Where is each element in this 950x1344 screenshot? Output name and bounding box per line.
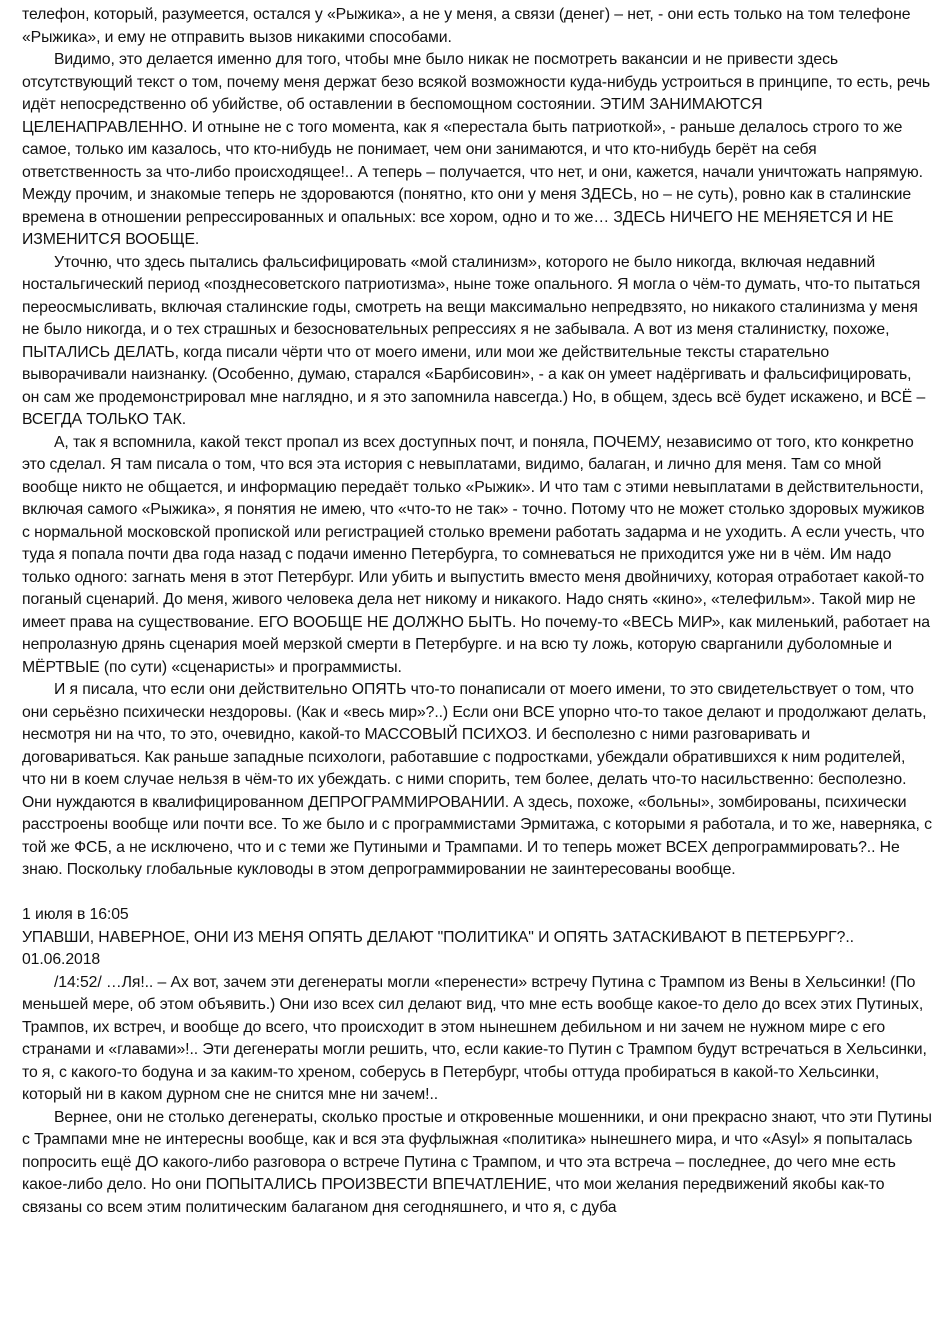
paragraph: /14:52/ …Ля!.. – Ах вот, зачем эти дегенераты могли «перенести» встречу Путина с Трампом из Вены в Хельсинки! (По меньшей мере, об этом объявить.) Они изо всех сил делают вид, что мне есть вообще какое-то дело до всех этих Путиных, Трампов, их встреч, и вообще до всего, что происходит в этом нынешнем дебильном и ни зачем не нужном мире с его странами и «главами»!.. Эти дегенераты могли решить, что, если какие-то Путин с Трампом будут встречаться в Хельсинки, то я, с какого-то бодуна и за каким-то хреном, соберусь в Петербург, чтобы оттуда пробираться в какой-то Хельсинки, который ни в каком дурном сне не снится мне ни зачем!..: [22, 973, 927, 1103]
paragraph: А, так я вспомнила, какой текст пропал из всех доступных почт, и поняла, ПОЧЕМУ, независимо от того, кто конкретно это сделал. Я там писала о том, что вся эта история с невыплатами, видимо, балаган, и лично для меня. Там со мной вообще никто не общается, и информацию передаёт только «Рыжик». И что там с этими невыплатами в действительности, включая самого «Рыжика», я понятия не имею, что «что-то не так» - точно. Потому что не может столько здоровых мужиков с нормальной московской пропиской или регистрацией столько времени работать задарма и не уходить. А если учесть, что туда я попала почти два года назад с подачи именно Петербурга, то сомневаться не приходится уже ни в чём. Им надо только одного: загнать меня в этот Петербург. Или убить и выпустить вместо меня двойничиху, которая отработает какой-то поганый сценарий. До меня, живого человека дела нет никому и никакого. Надо снять «кино», «телефильм». Такой мир не имеет права на существование. ЕГО ВООБЩЕ НЕ ДОЛЖНО БЫТЬ. Но почему-то «ВЕСЬ МИР», как миленький, работает на непролазную дрянь сценария моей мерзкой смерти в Петербурге. и на всю ту ложь, которую сварганили дуболомные и МЁРТВЫЕ (по сути) «сценаристы» и программисты.: [22, 433, 930, 676]
post-header: [22, 904, 932, 972]
paragraph: Вернее, они не столько дегенераты, сколько простые и откровенные мошенники, и они прекрасно знают, что эти Путины с Трампами мне не интересны вообще, как и вся эта фуфлыжная «политика» нынешнего мира, и что «Asyl» я попыталась попросить ещё ДО какого-либо разговора о встрече Путина с Трампом, и что эта встреча – последнее, до чего мне есть какое-либо дело. Но они ПОПЫТАЛИСЬ ПРОИЗВЕСТИ ВПЕЧАТЛЕНИЕ, что мои желания передвижений якобы как-то связаны со всем этим политическим балаганом дня сегодняшнего, и что я, с дуба: [22, 1108, 932, 1216]
post-title: УПАВШИ, НАВЕРНОЕ, ОНИ ИЗ МЕНЯ ОПЯТЬ ДЕЛАЮТ "ПОЛИТИКА" И ОПЯТЬ ЗАТАСКИВАЮТ В ПЕТЕРБУРГ?..: [22, 928, 854, 946]
post-body: [22, 972, 932, 1220]
body-text: [22, 4, 932, 882]
paragraph: Видимо, это делается именно для того, чтобы мне было никак не посмотреть вакансии и не привести здесь отсутствующий текст о том, почему меня держат безо всякой возможности куда-нибудь устроиться в принципе, то есть, речь идёт непосредственно об убийстве, об оставлении в беспомощном состоянии. ЭТИМ ЗАНИМАЮТСЯ ЦЕЛЕНАПРАВЛЕННО. И отныне не с того момента, как я «перестала быть патриоткой», - раньше делалось строго то же самое, только им казалось, что кто-нибудь не понимает, чем они занимаются, и что кто-нибудь берёт на себя ответственность за что-либо происходящее!.. А теперь – получается, что нет, и они, кажется, начали уничтожать напрямую. Между прочим, и знакомые теперь не здороваются (понятно, кто они у меня ЗДЕСЬ, но – не суть), ровно как в сталинские времена в отношении репрессированных и опальных: все хором, одно и то же… ЗДЕСЬ НИЧЕГО НЕ МЕНЯЕТСЯ И НЕ ИЗМЕНИТСЯ ВООБЩЕ.: [22, 51, 931, 248]
blank-line: [22, 882, 932, 905]
paragraph: И я писала, что если они действительно ОПЯТЬ что-то понаписали от моего имени, то это свидетельствует о том, что они серьёзно психически нездоровы. (Как и «весь мир»?..) Если они ВСЕ упорно что-то такое делают и продолжают делать, несмотря ни на что, то это, очевидно, какой-то МАССОВЫЙ ПСИХОЗ. И бесполезно с ними разговаривать и договариваться. Как раньше западные психологи, работавшие с подростками, убеждали обратившихся к ним родителей, что ни в коем случае нельзя в чём-то их убеждать. с ними спорить, тем более, делать что-то насильственно: бесполезно. Они нуждаются в квалифицированном ДЕПРОГРАММИРОВАНИИ. А здесь, похоже, «больны», зомбированы, психически расстроены вообще или почти все. То же было и с программистами Эрмитажа, с которыми я работала, и то же, наверняка, с той же ФСБ, а не исключено, что и с теми же Путиными и Трампами. И то теперь может ВСЕХ депрограммировать?.. Не знаю. Поскольку глобальные кукловоды в этом депрограммировании не заинтересованы вообще.: [22, 681, 932, 878]
paragraph: Уточню, что здесь пытались фальсифицировать «мой сталинизм», которого не было никогда, включая недавний ностальгический период «позднесоветского патриотизма», ныне тоже опального. Я могла о чём-то думать, что-то пытаться переосмысливать, включая сталинские годы, смотреть на вещи максимально непредвзято, но никакого сталинизма у меня не было никогда, и о тех страшных и безосновательных репрессиях я не забывала. А вот из меня сталинистку, похоже, ПЫТАЛИСЬ ДЕЛАТЬ, когда писали чёрти что от моего имени, или мои же действительные тексты старательно выворачивали наизнанку. (Особенно, думаю, старался «Барбисовин», - а как он умеет надёргивать и фальсифицировать, он сам же продемонстрировал мне наглядно, и я это запомнила навсегда.) Но, в общем, здесь всё будет искажено, и ВСЁ – ВСЕГДА ТОЛЬКО ТАК.: [22, 253, 926, 428]
paragraph: телефон, который, разумеется, остался у «Рыжика», а не у меня, а связи (денег) – нет, - они есть только на том телефоне «Рыжика», и ему не отправить вызов никакими способами.: [22, 6, 911, 46]
post-timestamp: 1 июля в 16:05: [22, 906, 129, 923]
post-date: 01.06.2018: [22, 951, 101, 968]
